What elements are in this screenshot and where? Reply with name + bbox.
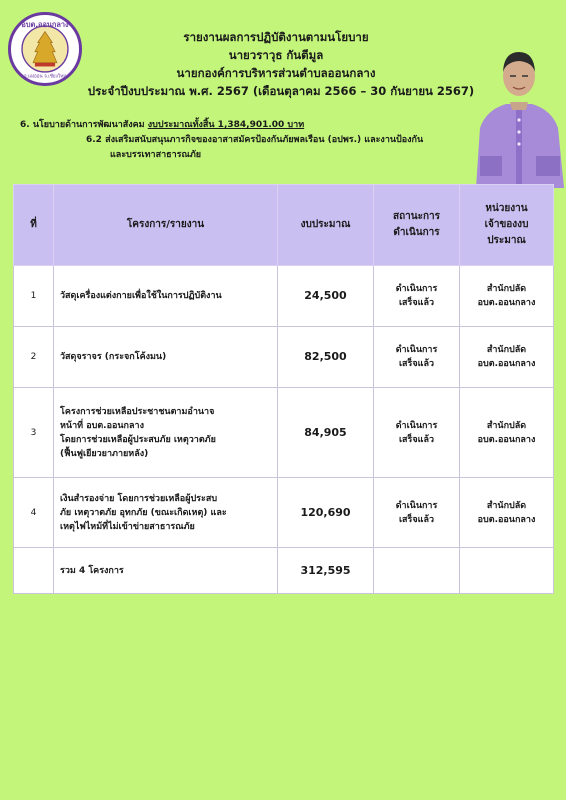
row-budget: 24,500 xyxy=(278,266,374,327)
header-budget: งบประมาณ xyxy=(278,185,374,266)
row-no: 3 xyxy=(14,388,54,478)
row-status: ดำเนินการ เสร็จแล้ว xyxy=(374,478,460,548)
row-status: ดำเนินการ เสร็จแล้ว xyxy=(374,266,460,327)
row-project: เงินสำรองจ่าย โดยการช่วยเหลือผู้ประสบ ภัย เหตุวาตภัย อุทกภัย (ขณะเกิดเหตุ) และ เหตุไฟไหม้ที่ไม่เข้าข่ายสาธารณภัย xyxy=(54,478,278,548)
row-project: วัสดุเครื่องแต่งกายเพื่อใช้ในการปฏิบัติงาน xyxy=(54,266,278,327)
seal-graphic xyxy=(11,15,79,83)
sub-policy xyxy=(86,133,466,163)
row-budget: 120,690 xyxy=(278,478,374,548)
seal-top-text: อบต.ออนกลาง xyxy=(21,19,69,29)
portrait-graphic xyxy=(472,36,566,188)
row-no: 4 xyxy=(14,478,54,548)
row-budget: 82,500 xyxy=(278,327,374,388)
mayor-portrait xyxy=(472,36,566,188)
row-unit: สำนักปลัด อบต.ออนกลาง xyxy=(460,266,554,327)
header-name: นายวราวุธ กันตีมูล xyxy=(228,48,324,62)
row-budget: 84,905 xyxy=(278,388,374,478)
total-no-cell xyxy=(14,548,54,594)
sub-policy-line1: 6.2 ส่งเสริมสนับสนุนภารกิจของอาสาสมัครป้องกันภัยพลเรือน (อปพร.) และงานป้องกัน xyxy=(86,135,424,145)
organization-seal-logo xyxy=(8,12,82,86)
table-row xyxy=(14,388,554,478)
header-no: ที่ xyxy=(14,185,54,266)
total-status-cell xyxy=(374,548,460,594)
policy-heading xyxy=(20,118,304,132)
header-unit: หน่วยงาน เจ้าของงบ ประมาณ xyxy=(460,185,554,266)
total-unit-cell xyxy=(460,548,554,594)
row-unit: สำนักปลัด อบต.ออนกลาง xyxy=(460,478,554,548)
row-project: โครงการช่วยเหลือประชาชนตามอำนาจ หน้าที่ อบต.ออนกลาง โดยการช่วยเหลือผู้ประสบภัย เหตุวาตภัย (ฟื้นฟูเยียวยาภายหลัง) xyxy=(54,388,278,478)
table-header-row xyxy=(14,185,554,266)
header-position: นายกองค์การบริหารส่วนตำบลออนกลาง xyxy=(176,66,376,80)
total-budget: 312,595 xyxy=(278,548,374,594)
policy-budget-total: งบประมาณทั้งสิ้น 1,384,901.00 บาท xyxy=(147,120,305,130)
table-row xyxy=(14,327,554,388)
total-label: รวม 4 โครงการ xyxy=(54,548,278,594)
header-status: สถานะการ ดำเนินการ xyxy=(374,185,460,266)
row-status: ดำเนินการ เสร็จแล้ว xyxy=(374,327,460,388)
row-status: ดำเนินการ เสร็จแล้ว xyxy=(374,388,460,478)
row-project: วัสดุจราจร (กระจกโค้งมน) xyxy=(54,327,278,388)
sub-policy-line2: และบรรเทาสาธารณภัย xyxy=(110,150,202,160)
table-row xyxy=(14,478,554,548)
budget-table xyxy=(13,184,554,594)
seal-bottom-text: อ.แม่ออน จ.เชียงใหม่ xyxy=(23,74,67,80)
header-fiscal-year: ประจำปีงบประมาณ พ.ศ. 2567 (เดือนตุลาคม 2566 – 30 กันยายน 2567) xyxy=(87,84,475,98)
policy-text: 6. นโยบายด้านการพัฒนาสังคม xyxy=(20,120,148,130)
table-row xyxy=(14,266,554,327)
header-project: โครงการ/รายงาน xyxy=(54,185,278,266)
row-unit: สำนักปลัด อบต.ออนกลาง xyxy=(460,388,554,478)
row-no: 1 xyxy=(14,266,54,327)
row-no: 2 xyxy=(14,327,54,388)
report-header xyxy=(86,28,475,100)
table-total-row xyxy=(14,548,554,594)
header-title: รายงานผลการปฏิบัติงานตามนโยบาย xyxy=(183,30,369,44)
row-unit: สำนักปลัด อบต.ออนกลาง xyxy=(460,327,554,388)
